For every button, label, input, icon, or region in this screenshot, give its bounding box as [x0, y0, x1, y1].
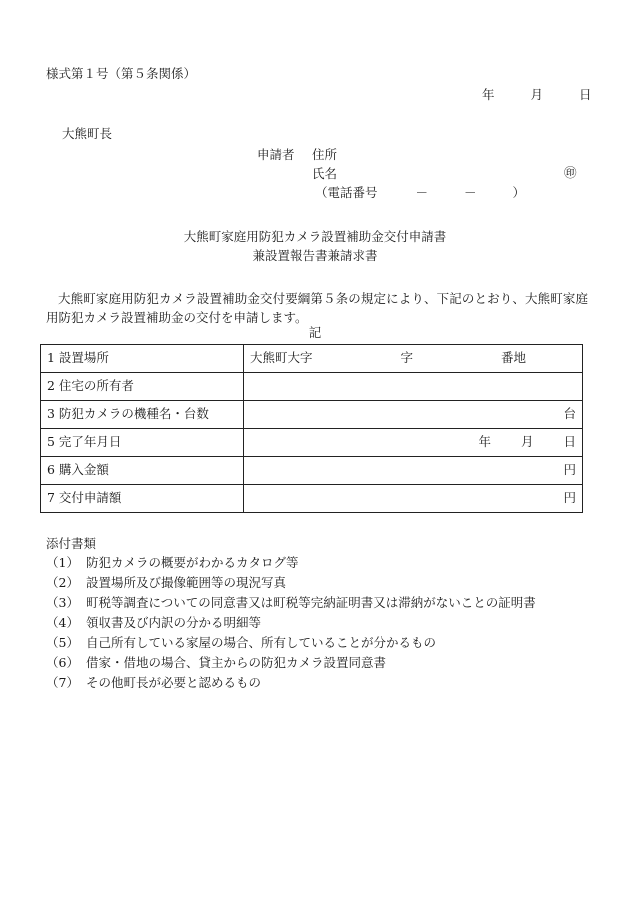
list-item: （2） 設置場所及び撮像範囲等の現況写真 — [46, 575, 287, 590]
purchase-amount-field[interactable] — [244, 457, 583, 485]
attachments-list — [46, 557, 536, 697]
camera-model-field[interactable] — [244, 401, 583, 429]
applicant-label: 申請者 — [257, 147, 295, 162]
owner-field[interactable] — [244, 373, 583, 401]
unit-yen: 円 — [563, 490, 576, 506]
name-label: 氏名 — [312, 166, 338, 181]
completion-date-field[interactable] — [244, 429, 583, 457]
address-label: 住所 — [312, 147, 338, 162]
document-subtitle: 兼設置報告書兼請求書 — [252, 248, 378, 263]
date-year: 年 — [482, 87, 495, 102]
list-item: （3） 町税等調査についての同意書又は町税等完納証明書又は滞納がないことの証明書 — [46, 595, 536, 610]
requested-amount-field[interactable] — [244, 485, 583, 513]
row-label-installation-site: 1 設置場所 — [41, 345, 244, 373]
completion-day: 日 — [563, 434, 576, 450]
aza-label: 字 — [400, 350, 413, 366]
table-row — [41, 401, 583, 429]
addressee: 大熊町長 — [62, 126, 113, 141]
table-row — [41, 457, 583, 485]
table-row — [41, 373, 583, 401]
row-label-requested-amount: 7 交付申請額 — [41, 485, 244, 513]
date-day: 日 — [578, 87, 592, 102]
attachments-heading: 添付書類 — [46, 536, 97, 551]
row-label-camera-model: 3 防犯カメラの機種名・台数 — [41, 401, 244, 429]
application-table — [40, 344, 583, 513]
list-item: （4） 領収書及び内訳の分かる明細等 — [46, 615, 262, 630]
application-statement: 大熊町家庭用防犯カメラ設置補助金交付要綱第５条の規定により、下記のとおり、大熊町家庭用防犯カメラ設置補助金の交付を申請します。 — [46, 291, 588, 325]
list-item: （5） 自己所有している家屋の場合、所有していることが分かるもの — [46, 635, 437, 650]
completion-year: 年 — [478, 434, 491, 450]
unit-dai: 台 — [563, 406, 576, 422]
ki-marker: 記 — [308, 325, 322, 340]
phone-close: ） — [512, 185, 526, 200]
phone-open: （電話番号 — [315, 185, 378, 200]
table-row — [41, 429, 583, 457]
date-month: 月 — [530, 87, 543, 102]
list-item: （1） 防犯カメラの概要がわかるカタログ等 — [46, 555, 299, 570]
phone-number-line — [315, 187, 525, 200]
unit-yen: 円 — [563, 462, 576, 478]
document-title: 大熊町家庭用防犯カメラ設置補助金交付申請書 — [183, 229, 447, 244]
banchi-label: 番地 — [500, 350, 526, 366]
list-item: （6） 借家・借地の場合、貸主からの防犯カメラ設置同意書 — [46, 655, 387, 670]
row-label-owner: 2 住宅の所有者 — [41, 373, 244, 401]
list-item: （7） その他町長が必要と認めるもの — [46, 675, 262, 690]
table-row — [41, 345, 583, 373]
completion-month: 月 — [520, 434, 534, 450]
row-label-purchase-amount: 6 購入金額 — [41, 457, 244, 485]
submission-date — [482, 89, 591, 102]
row-label-completion-date: 5 完了年月日 — [41, 429, 244, 457]
seal-mark: ㊞ — [564, 165, 577, 180]
form-number: 様式第１号（第５条関係） — [46, 66, 197, 81]
table-row — [41, 485, 583, 513]
phone-dash-2: － — [464, 185, 477, 200]
phone-dash-1: － — [415, 185, 429, 200]
installation-site-field[interactable] — [244, 345, 583, 373]
oaza-label: 大熊町大字 — [250, 350, 313, 366]
